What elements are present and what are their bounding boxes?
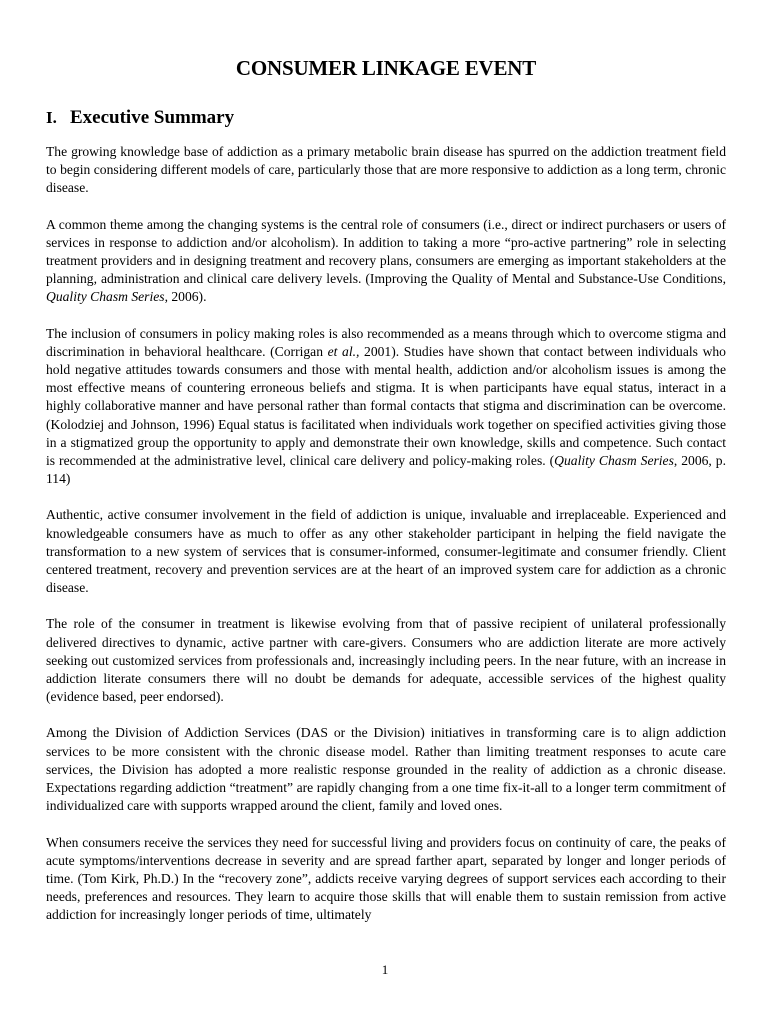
body-paragraphs (46, 143, 726, 925)
citation-italic: Quality Chasm Series (554, 453, 674, 469)
document-page (46, 56, 726, 943)
section-heading (46, 107, 726, 129)
document-title: CONSUMER LINKAGE EVENT (235, 56, 537, 80)
paragraph-text: The inclusion of consumers in policy making roles is also recommended as a means through which to overcome stigma and discrimination in behavioral healthcare. (Corrigan (46, 325, 726, 359)
paragraph (46, 325, 726, 489)
paragraph: The growing knowledge base of addiction as a primary metabolic brain disease has spurred on the addiction treatment field to begin considering different models of care, particularly those that are more responsive to addiction as a long term, chronic disease. (46, 144, 726, 196)
paragraph: Among the Division of Addiction Services (DAS or the Division) initiatives in transforming care is to align addiction services to be more consistent with the chronic disease model. Rather than limiting treatment responses to acute care services, the Division has adopted a more realistic response grounded in the reality of addiction as a chronic disease. Expectations regarding addiction “treatment” are rapidly changing from a one time fix-it-all to a longer term commitment of individualized care with supports wrapped around the client, family and loved ones. (46, 725, 726, 814)
paragraph (46, 216, 726, 307)
paragraph: Authentic, active consumer involvement in the field of addiction is unique, invaluable and irreplaceable. Experienced and knowledgeable consumers have as much to offer as any other stakeholder participant in helping the field navigate the transformation to a new system of services that is consumer-informed, consumer-legitimate and consumer friendly. Client centered treatment, recovery and prevention services are at the heart of an improved system care for addiction as a chronic disease. (46, 507, 726, 596)
citation-italic: et al., (327, 343, 360, 359)
page-number: 1 (381, 962, 389, 977)
section-title: Executive Summary (70, 107, 235, 128)
paragraph: The role of the consumer in treatment is likewise evolving from that of passive recipient of unilateral professionally delivered directives to dynamic, active partner with care-givers. Consumers who are addiction literate are more actively seeking out customized services from professionals and, increasingly including peers. In the near future, with an increase in addiction literate consumers there will no doubt be demands for adequate, accessible services of the highest quality (evidence based, peer endorsed). (46, 616, 726, 705)
paragraph-text: , 2006). (164, 289, 207, 305)
paragraph: When consumers receive the services they need for successful living and providers focus on continuity of care, the peaks of acute symptoms/interventions decrease in severity and are spread farther apart, separated by longer and longer periods of time. (Tom Kirk, Ph.D.) In the “recovery zone”, addicts receive varying degrees of support services each according to their needs, preferences and resources. They learn to acquire those skills that will enable them to sustain remission from active addiction for increasingly longer periods of time, ultimately (46, 834, 726, 923)
paragraph-text: 2001). Studies have shown that contact between individuals who hold negative attitudes towards consumers and those with mental health, addiction and/or alcoholism issues is among the most effective means of countering erroneous beliefs and stigma. It is when participants have equal status, interact in a highly collaborative manner and have personal rather than formal contacts that stigma and discrimination can be overcome. (Kolodziej and Johnson, 1996) Equal status is facilitated when individuals work together on specified activities giving those in a stigmatized group the opportunity to apply and demonstrate their own knowledge, skills and competence. Such contact is recommended at the administrative level, clinical care delivery and policy-making roles. ( (46, 343, 726, 469)
citation-italic: Quality Chasm Series (46, 289, 165, 305)
paragraph-text: A common theme among the changing systems is the central role of consumers (i.e., direct or indirect purchasers or users of services in response to addiction and/or alcoholism). In addition to taking a more “pro-active partnering” role in selecting treatment providers and in designing treatment and recovery plans, consumers are emerging as important stakeholders at the planning, administration and clinical care delivery levels. (Improving the Quality of Mental and Substance-Use Conditions, (46, 216, 726, 287)
paragraph-text: , 2006, p. 114) (46, 453, 726, 487)
section-number: I. (46, 108, 57, 127)
